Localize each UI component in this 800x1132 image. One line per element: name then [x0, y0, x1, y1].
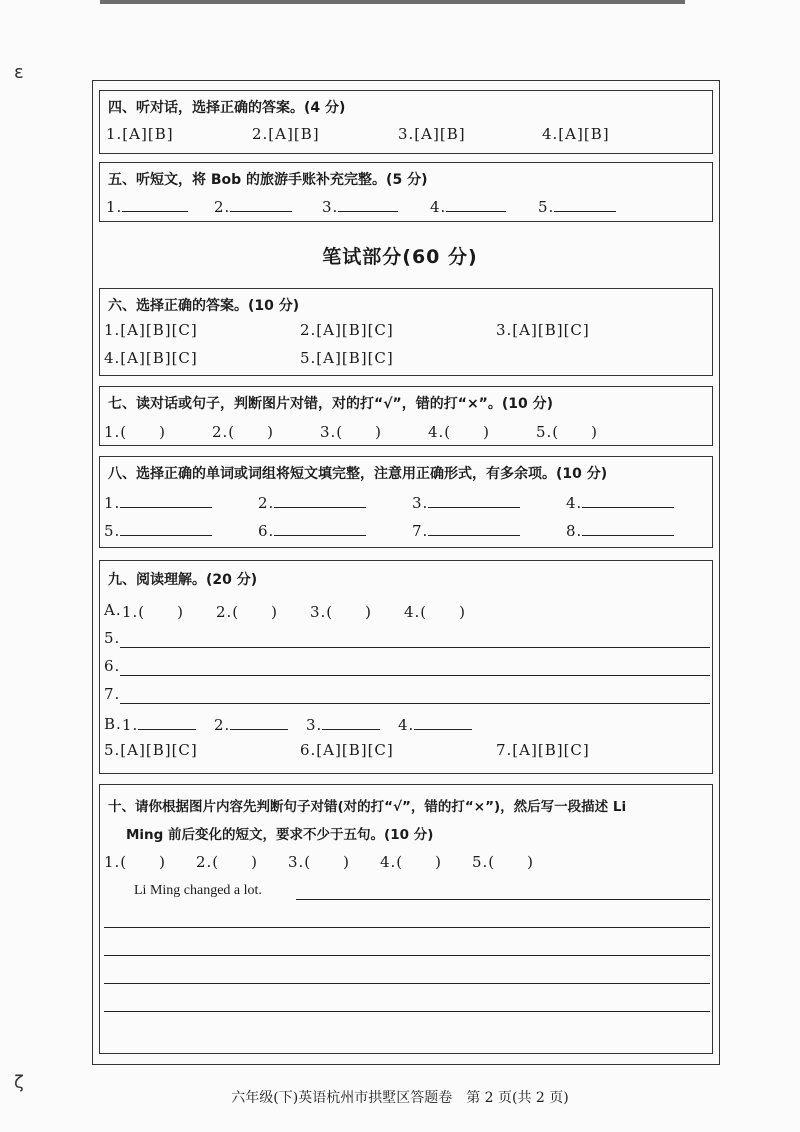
margin-mark-bottom: ζ: [14, 1072, 24, 1093]
s9b-label-1: 1.: [122, 716, 139, 734]
s8-blank-2[interactable]: [258, 493, 366, 512]
s5-blank-4[interactable]: [430, 197, 506, 216]
s5-blank-2[interactable]: [214, 197, 292, 216]
section-5-title: 五、听短文，将 Bob 的旅游手账补充完整。(5 分): [108, 172, 428, 188]
s9-line-7-label: 7.: [104, 685, 121, 703]
s9-choice-6[interactable]: 6.[A][B][C]: [300, 741, 394, 759]
section-6-title: 六、选择正确的答案。(10 分): [108, 298, 300, 314]
s10-starter-sentence: Li Ming changed a lot.: [134, 883, 262, 898]
s9-line-6-label: 6.: [104, 657, 121, 675]
s7-item-1[interactable]: 1.( ): [104, 423, 167, 441]
s9-line-7[interactable]: [120, 703, 710, 704]
s5-blank-3[interactable]: [322, 197, 398, 216]
s5-label-5: 5.: [538, 198, 555, 216]
s5-blank-1[interactable]: [106, 197, 188, 216]
section-9-title: 九、阅读理解。(20 分): [108, 572, 258, 588]
s6-item-1[interactable]: 1.[A][B][C]: [104, 321, 198, 339]
s7-item-4[interactable]: 4.( ): [428, 423, 491, 441]
s9a-item-3[interactable]: 3.( ): [310, 603, 373, 621]
s10-writing-line-3[interactable]: [104, 955, 710, 956]
s4-item-3[interactable]: 3.[A][B]: [398, 125, 466, 143]
s8-blank-8[interactable]: [566, 521, 674, 540]
s5-label-3: 3.: [322, 198, 339, 216]
s6-item-3[interactable]: 3.[A][B][C]: [496, 321, 590, 339]
s9a-item-1[interactable]: 1.( ): [122, 603, 185, 621]
written-part-heading: 笔试部分(60 分): [322, 246, 478, 268]
s8-label-3: 3.: [412, 494, 429, 512]
s7-item-3[interactable]: 3.( ): [320, 423, 383, 441]
s9b-label-2: 2.: [214, 716, 231, 734]
s8-label-6: 6.: [258, 522, 275, 540]
s10-writing-line-5[interactable]: [104, 1011, 710, 1012]
page-footer: 六年级(下)英语杭州市拱墅区答题卷 第 2 页(共 2 页): [231, 1090, 569, 1106]
s5-blank-5[interactable]: [538, 197, 616, 216]
s8-blank-6[interactable]: [258, 521, 366, 540]
s6-item-2[interactable]: 2.[A][B][C]: [300, 321, 394, 339]
section-10-title-line-2: Ming 前后变化的短文，要求不少于五句。(10 分): [126, 827, 434, 843]
s6-item-4[interactable]: 4.[A][B][C]: [104, 349, 198, 367]
s10-item-5[interactable]: 5.( ): [472, 853, 535, 871]
s10-writing-line-1[interactable]: [296, 899, 710, 900]
s8-label-1: 1.: [104, 494, 121, 512]
s9-choice-7[interactable]: 7.[A][B][C]: [496, 741, 590, 759]
s9b-blank-1[interactable]: [122, 715, 196, 734]
s9b-blank-2[interactable]: [214, 715, 288, 734]
s9b-label-4: 4.: [398, 716, 415, 734]
s10-item-1[interactable]: 1.( ): [104, 853, 167, 871]
s10-writing-line-2[interactable]: [104, 927, 710, 928]
s9-line-5[interactable]: [120, 647, 710, 648]
s8-blank-4[interactable]: [566, 493, 674, 512]
section-9: [99, 560, 713, 774]
s8-blank-3[interactable]: [412, 493, 520, 512]
s8-blank-7[interactable]: [412, 521, 520, 540]
section-10: [99, 784, 713, 1054]
s8-label-4: 4.: [566, 494, 583, 512]
s5-label-2: 2.: [214, 198, 231, 216]
section-6: [99, 288, 713, 376]
section-7: [99, 386, 713, 446]
s10-item-4[interactable]: 4.( ): [380, 853, 443, 871]
margin-mark-top: ε: [14, 62, 24, 83]
section-10-title-line-1: 十、请你根据图片内容先判断句子对错(对的打“√”，错的打“×”)，然后写一段描述 Li: [108, 799, 627, 815]
s4-item-4[interactable]: 4.[A][B]: [542, 125, 610, 143]
s5-label-1: 1.: [106, 198, 123, 216]
s9b-label-3: 3.: [306, 716, 323, 734]
s9a-item-2[interactable]: 2.( ): [216, 603, 279, 621]
s6-item-5[interactable]: 5.[A][B][C]: [300, 349, 394, 367]
s9-part-b-label: B.: [104, 715, 122, 733]
section-7-title: 七、读对话或句子，判断图片对错，对的打“√”，错的打“×”。(10 分): [108, 396, 554, 412]
s4-item-1[interactable]: 1.[A][B]: [106, 125, 174, 143]
s9b-blank-4[interactable]: [398, 715, 472, 734]
s9-line-6[interactable]: [120, 675, 710, 676]
s8-label-8: 8.: [566, 522, 583, 540]
s9a-item-4[interactable]: 4.( ): [404, 603, 467, 621]
s9-line-5-label: 5.: [104, 629, 121, 647]
section-4: [99, 90, 713, 154]
s10-item-3[interactable]: 3.( ): [288, 853, 351, 871]
s8-label-5: 5.: [104, 522, 121, 540]
scan-top-edge: [100, 0, 685, 4]
s10-item-2[interactable]: 2.( ): [196, 853, 259, 871]
section-8: [99, 456, 713, 548]
s5-label-4: 4.: [430, 198, 447, 216]
s7-item-5[interactable]: 5.( ): [536, 423, 599, 441]
s9-part-a-label: A.: [104, 601, 122, 619]
section-8-title: 八、选择正确的单词或词组将短文填完整，注意用正确形式，有多余项。(10 分): [108, 466, 608, 482]
s9b-blank-3[interactable]: [306, 715, 380, 734]
s8-label-2: 2.: [258, 494, 275, 512]
s9-choice-5[interactable]: 5.[A][B][C]: [104, 741, 198, 759]
section-5: [99, 162, 713, 222]
s8-blank-1[interactable]: [104, 493, 212, 512]
s10-writing-line-4[interactable]: [104, 983, 710, 984]
s4-item-2[interactable]: 2.[A][B]: [252, 125, 320, 143]
s8-label-7: 7.: [412, 522, 429, 540]
s7-item-2[interactable]: 2.( ): [212, 423, 275, 441]
section-4-title: 四、听对话，选择正确的答案。(4 分): [108, 100, 346, 116]
s8-blank-5[interactable]: [104, 521, 212, 540]
